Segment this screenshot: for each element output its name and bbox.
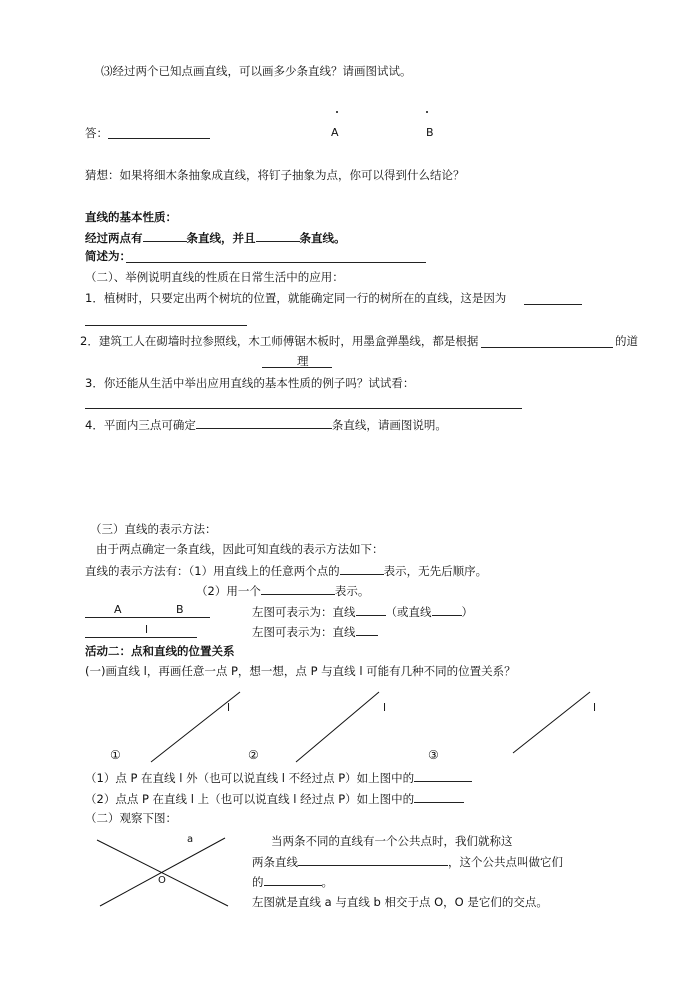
observe-a-label: a [187, 834, 194, 845]
observe-text1: 当两条不同的直线有一个公共点时，我们就称这 [271, 834, 513, 848]
property-text-b: 条直线，并且 [186, 231, 256, 245]
answer-label: 答： [85, 126, 108, 140]
observe-text3-b: 。 [321, 875, 333, 889]
item1-text: 1．植树时，只要定出两个树坑的位置，就能确定同一行的树所在的直线，这是因为 [85, 291, 507, 305]
observe-text3-a: 的 [252, 875, 264, 889]
activity2-q1: (一)画直线 l，再画任意一点 P，想一想，点 P 与直线 l 可能有几种不同的位置关系？ [85, 664, 516, 678]
observe-text2 [252, 854, 563, 869]
method1-text: 直线的表示方法有：（1）用直线上的任意两个点的 [85, 564, 340, 578]
property-text-c: 条直线。 [299, 231, 346, 245]
example1-text-c: ） [461, 605, 473, 619]
case1-line [85, 770, 472, 785]
example1-text-b: （或直线 [385, 605, 432, 619]
figure3-number: ③ [428, 748, 439, 762]
property-heading: 直线的基本性质： [85, 210, 177, 224]
item4-text-b: 条直线，请画图说明。 [331, 418, 447, 432]
case2-line [85, 791, 464, 806]
example-a-label: A [114, 603, 122, 616]
item2-end: 理 [297, 354, 309, 368]
observe-text2-a: 两条直线 [252, 855, 298, 869]
item2-tail: 的道 [615, 334, 638, 348]
line-a [100, 838, 225, 906]
example2-text: 左图可表示为：直线 [252, 625, 356, 639]
example-l-label: l [145, 623, 149, 636]
case2-text: （2）点点 P 在直线 l 上（也可以说直线 l 经过点 P）如上图中的 [85, 792, 415, 806]
figure2-l-label: l [383, 701, 387, 714]
case1-blank[interactable] [414, 770, 472, 782]
method2-text-b: 表示。 [334, 584, 370, 598]
activity2-title: 活动二：点和直线的位置关系 [85, 644, 235, 658]
observe-text4: 左图就是直线 a 与直线 b 相交于点 O，O 是它们的交点。 [252, 895, 548, 909]
example-b-label: B [176, 603, 184, 616]
case1-text: （1）点 P 在直线 l 外（也可以说直线 l 不经过点 P）如上图中的 [85, 771, 415, 785]
example1-text-a: 左图可表示为：直线 [252, 605, 356, 619]
figure3-l-label: l [593, 701, 597, 714]
guess-text: 猜想：如果将细木条抽象成直线，将钉子抽象为点，你可以得到什么结论？ [85, 168, 465, 182]
figure2-number: ② [248, 748, 259, 762]
figure1-l-label: l [227, 701, 231, 714]
observe-blank-1[interactable] [298, 854, 448, 866]
method1-tail: 表示，无先后顺序。 [383, 564, 488, 578]
observe-text2-b: ，这个公共点叫做它们 [448, 855, 563, 869]
method2-text-a: （2）用一个 [196, 584, 261, 598]
item2-text: 2．建筑工人在砌墙时拉参照线，木工师傅锯木板时，用墨盒弹墨线，都是根据 [80, 334, 479, 348]
q3-text: ⑶经过两个已知点画直线，可以画多少条直线？请画图试试。 [101, 64, 412, 78]
figure2-line [296, 692, 379, 762]
section3-title: （三）直线的表示方法： [90, 522, 217, 536]
figure3-line [513, 692, 590, 753]
section3-intro: 由于两点确定一条直线，因此可知直线的表示方法如下： [96, 542, 384, 556]
observe-text3 [252, 874, 333, 889]
brief-label: 简述为： [85, 249, 131, 263]
line-b [97, 840, 228, 906]
property-text-a: 经过两点有 [85, 231, 143, 245]
point-b-label: B [426, 126, 434, 139]
item3-text: 3．你还能从生活中举出应用直线的基本性质的例子吗？试试看： [85, 376, 415, 390]
observe-blank-2[interactable] [264, 874, 322, 886]
item4-text-a: 4．平面内三点可确定 [85, 418, 196, 432]
case2-blank[interactable] [414, 791, 464, 803]
figure1-number: ① [110, 748, 121, 762]
section2-title: （二）、举例说明直线的性质在日常生活中的应用： [85, 270, 344, 284]
observe-o-label: O [158, 875, 166, 886]
observe-title: （二）观察下图： [85, 811, 177, 825]
point-a-label: A [331, 126, 339, 139]
